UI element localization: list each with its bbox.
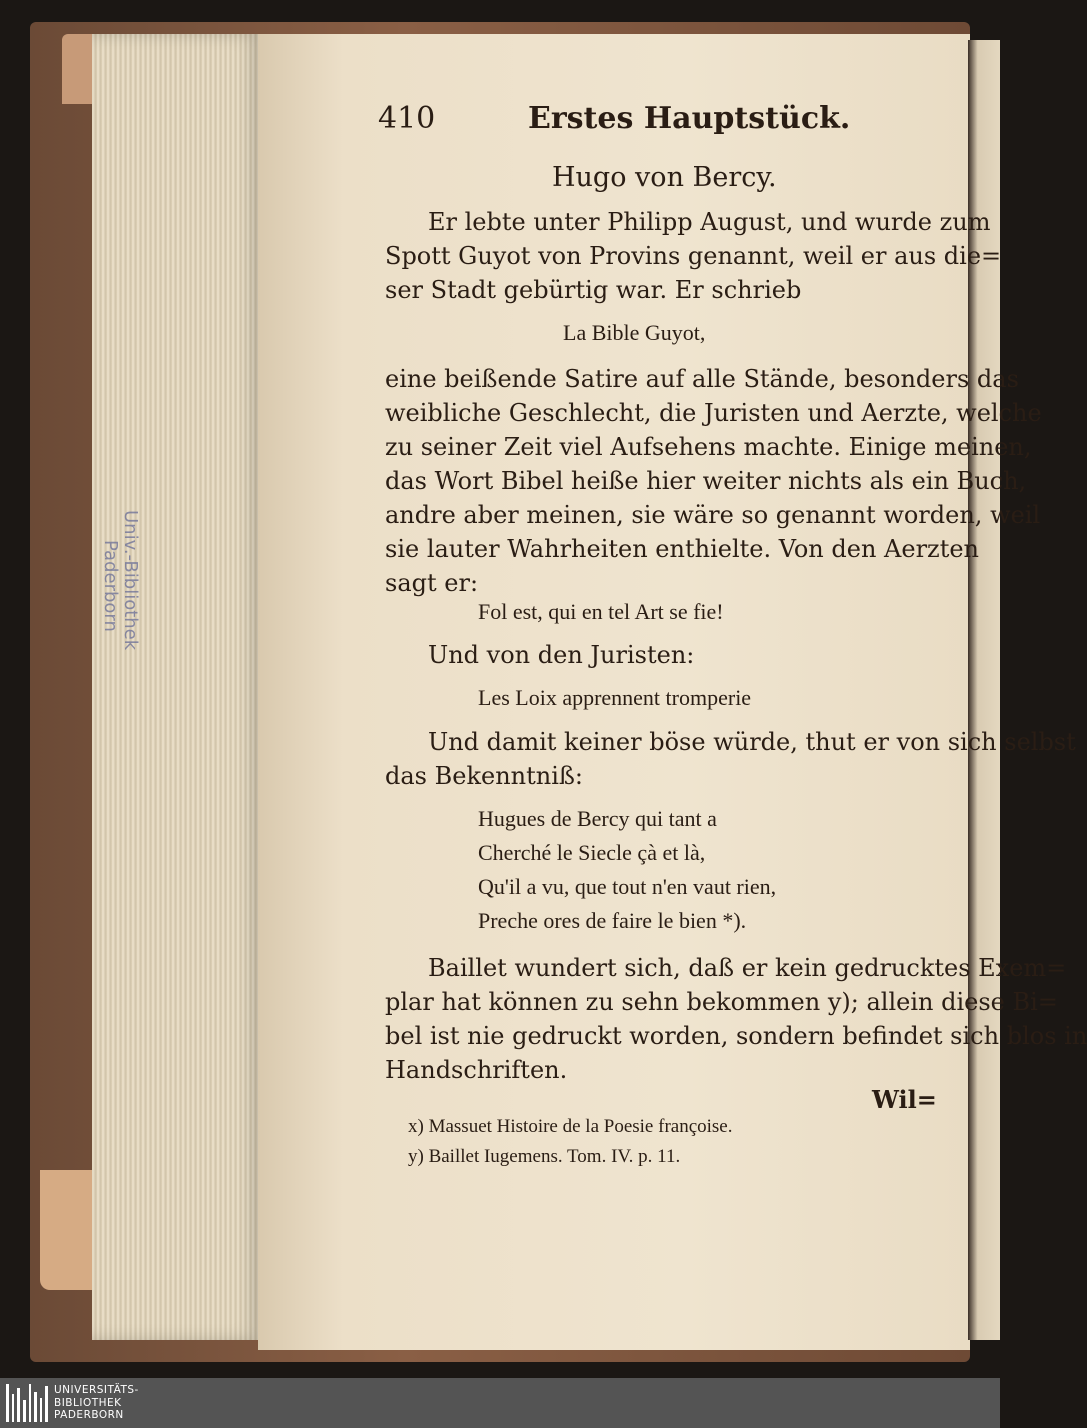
footnote bbox=[408, 1142, 680, 1172]
footnote-mark: x) bbox=[408, 1116, 424, 1137]
catchword: Wil= bbox=[872, 1085, 937, 1114]
library-logo-icon bbox=[6, 1384, 48, 1422]
running-head: Erstes Hauptstück. bbox=[528, 101, 851, 136]
body-line: Baillet wundert sich, daß er kein gedrucktes Exem= bbox=[428, 954, 1067, 982]
quote: Les Loix apprennent tromperie bbox=[478, 685, 752, 710]
body-line: Und damit keiner böse würde, thut er von sich selbst bbox=[428, 728, 1076, 756]
verse-line: Cherché le Siecle çà et là, bbox=[478, 840, 706, 865]
footnote bbox=[408, 1112, 733, 1142]
body-line: zu seiner Zeit viel Aufsehens machte. Einige meinen, bbox=[385, 433, 1032, 461]
library-name-line: BIBLIOTHEK bbox=[54, 1396, 122, 1409]
quote: Fol est, qui en tel Art se fie! bbox=[478, 599, 724, 624]
stamp-line: Paderborn bbox=[100, 540, 121, 632]
body-line: sie lauter Wahrheiten enthielte. Von den Aerzten bbox=[385, 535, 979, 563]
body-line: bel ist nie gedruckt worden, sondern befindet sich blos in bbox=[385, 1022, 1087, 1050]
body-line: das Wort Bibel heiße hier weiter nichts als ein Buch, bbox=[385, 467, 1027, 495]
body-line: eine beißende Satire auf alle Stände, besonders das bbox=[385, 365, 1019, 393]
section-title: Hugo von Bercy. bbox=[552, 162, 777, 193]
body-line: Und von den Juristen: bbox=[428, 641, 695, 669]
verse-line: Preche ores de faire le bien *). bbox=[478, 908, 747, 933]
footnote-text: Massuet Histoire de la Poesie françoise. bbox=[428, 1116, 733, 1137]
body-line: sagt er: bbox=[385, 569, 479, 597]
body-line: plar hat können zu sehn bekommen y); allein diese Bi= bbox=[385, 988, 1058, 1016]
stamp-line: Univ.-Bibliothek bbox=[120, 510, 141, 651]
footnote-mark: y) bbox=[408, 1146, 424, 1167]
body-line: ser Stadt gebürtig war. Er schrieb bbox=[385, 276, 802, 304]
body-line: Handschriften. bbox=[385, 1056, 568, 1084]
library-footer-bar bbox=[0, 1378, 1000, 1428]
library-name bbox=[54, 1384, 139, 1422]
page-number: 410 bbox=[378, 101, 436, 136]
body-line: Er lebte unter Philipp August, und wurde zum bbox=[428, 208, 991, 236]
body-line: das Bekenntniß: bbox=[385, 762, 584, 790]
body-line: Spott Guyot von Provins genannt, weil er aus die= bbox=[385, 242, 1002, 270]
footnote-text: Baillet Iugemens. Tom. IV. p. 11. bbox=[428, 1146, 681, 1167]
verse-line: Qu'il a vu, que tout n'en vaut rien, bbox=[478, 874, 777, 899]
library-name-line: PADERBORN bbox=[54, 1409, 124, 1421]
library-name-line: UNIVERSITÄTS- bbox=[54, 1384, 139, 1396]
body-line: weibliche Geschlecht, die Juristen und Aerzte, welche bbox=[385, 399, 1042, 427]
verse-line: Hugues de Bercy qui tant a bbox=[478, 806, 717, 831]
body-line: andre aber meinen, sie wäre so genannt worden, weil bbox=[385, 501, 1041, 529]
work-title: La Bible Guyot, bbox=[563, 320, 706, 345]
